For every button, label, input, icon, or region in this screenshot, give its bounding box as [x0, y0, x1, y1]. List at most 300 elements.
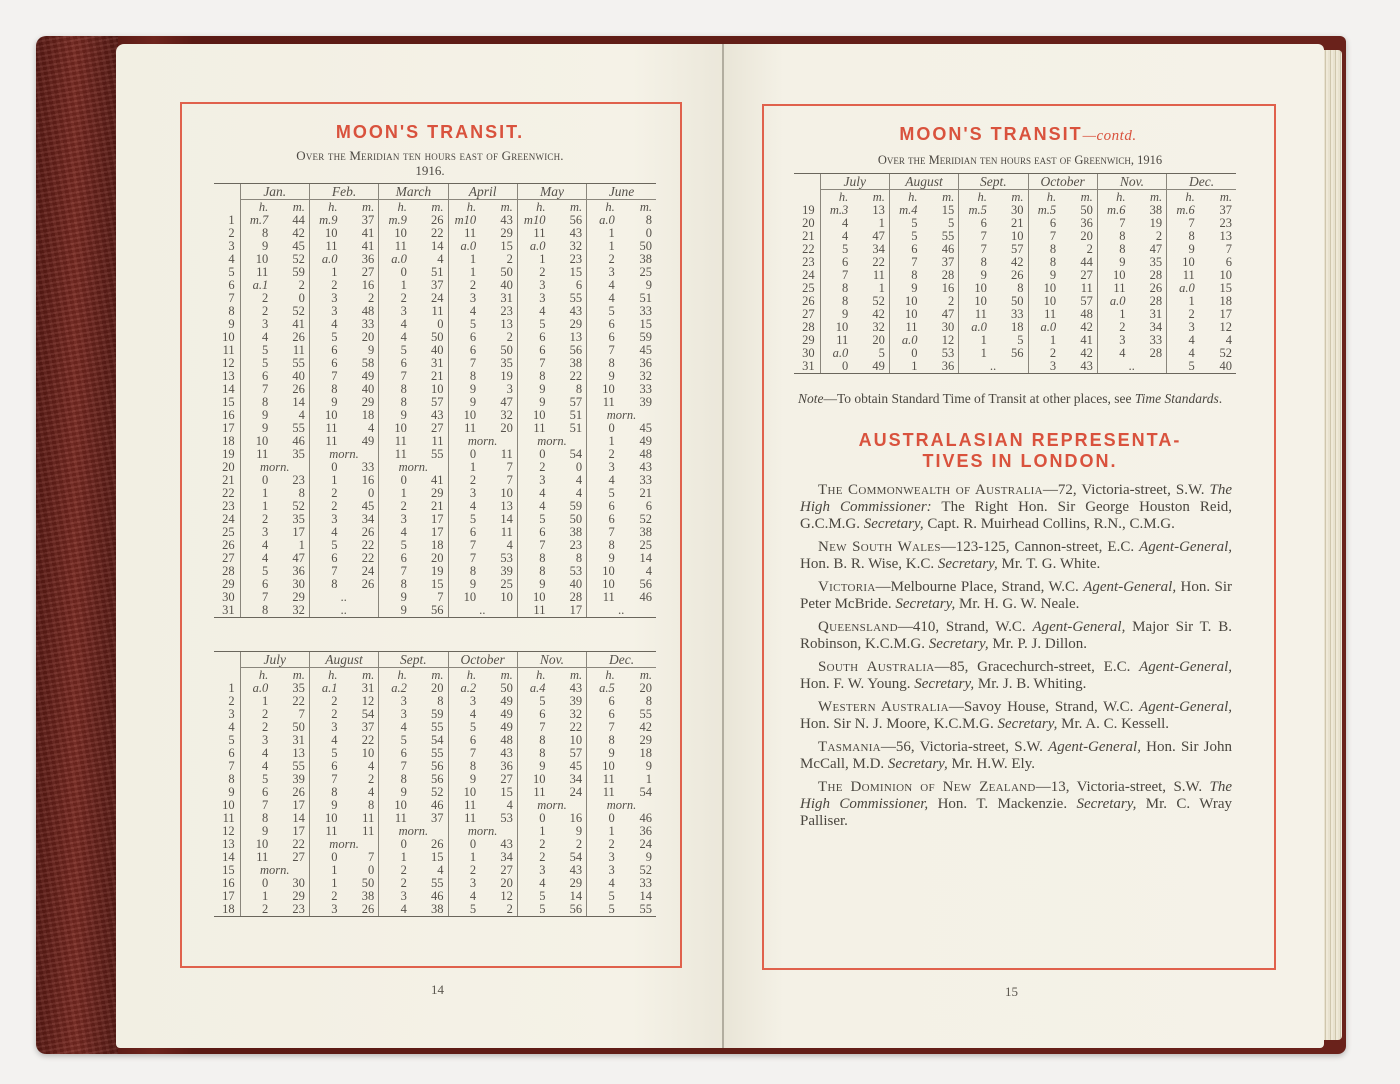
transit-hour: 3 — [379, 513, 413, 526]
transit-hour: 0 — [448, 838, 482, 851]
transit-minute: 22 — [361, 552, 375, 565]
transit-minute: 22 — [361, 734, 375, 747]
day-number: 15 — [222, 396, 235, 409]
transit-minute: 38 — [569, 357, 583, 370]
transit-hour: 4 — [587, 877, 621, 890]
table-row — [214, 903, 656, 917]
transit-minute: 20 — [500, 422, 513, 435]
transit-minute: 48 — [1080, 308, 1093, 321]
transit-minute: 4 — [1225, 334, 1232, 347]
transit-hour: 0 — [240, 474, 274, 487]
office-address: —72, Victoria-street, S.W. — [1042, 482, 1210, 498]
transit-minute: 52 — [292, 500, 305, 513]
month-header: Sept. — [959, 174, 1028, 190]
transit-hour: 9 — [1097, 256, 1131, 269]
transit-minute: 23 — [1219, 217, 1232, 230]
transit-hour: 5 — [587, 305, 621, 318]
month-header: March — [379, 184, 448, 200]
day-number: 31 — [794, 360, 820, 374]
transit-minute: 58 — [361, 357, 375, 370]
transit-minute: 0 — [367, 864, 375, 877]
transit-hour: 2 — [448, 474, 482, 487]
official-name: Hon. Sir N. J. Moore, K.C.M.G. — [800, 716, 998, 732]
transit-minute: 43 — [431, 409, 444, 422]
minutes-label: m. — [639, 668, 652, 682]
table-row — [794, 360, 1236, 374]
moon-transit-table-jul-dec-part1 — [214, 651, 656, 917]
table-row — [214, 591, 656, 604]
transit-minute: 50 — [500, 266, 513, 279]
day-number: 14 — [222, 851, 235, 864]
transit-minute: 13 — [292, 747, 305, 760]
transit-hour: 11 — [517, 422, 551, 435]
office-address: —Savoy House, Strand, W.C. — [948, 699, 1140, 715]
transit-minute: 8 — [437, 695, 444, 708]
transit-minute: 43 — [500, 747, 513, 760]
transit-minute: 32 — [500, 409, 513, 422]
transit-minute: 29 — [500, 227, 513, 240]
transit-hour: 1 — [309, 877, 343, 890]
transit-hour: 10 — [587, 578, 621, 591]
transit-minute: 11 — [362, 812, 375, 825]
transit-hour: 8 — [587, 539, 621, 552]
transit-minute: 51 — [431, 266, 444, 279]
transit-minute: 56 — [551, 903, 586, 917]
note-reference: Time Standards — [1134, 391, 1219, 406]
table-row — [794, 295, 1236, 308]
hours-label: h. — [1097, 190, 1131, 205]
transit-minute: 19 — [431, 565, 444, 578]
transit-hour: 3 — [517, 279, 551, 292]
month-header: July — [820, 174, 889, 190]
transit-hour: 11 — [587, 591, 621, 604]
transit-minute: 31 — [1149, 308, 1163, 321]
transit-minute: 19 — [500, 370, 513, 383]
transit-hour: 1 — [448, 266, 482, 279]
transit-minute: 40 — [292, 370, 305, 383]
transit-minute: 26 — [292, 786, 305, 799]
transit-minute: 14 — [292, 812, 305, 825]
transit-minute: 15 — [639, 318, 652, 331]
transit-minute: 26 — [431, 214, 444, 227]
table-row — [214, 760, 656, 773]
transit-minute: 14 — [569, 890, 583, 903]
transit-minute: 23 — [274, 903, 309, 917]
transit-hour: 8 — [309, 578, 343, 591]
transit-hour: 11 — [379, 240, 413, 253]
transit-hour: 6 — [309, 552, 343, 565]
transit-hour: 4 — [587, 279, 621, 292]
transit-hour: 6 — [240, 578, 274, 591]
transit-hour: 8 — [379, 396, 413, 409]
table-row — [214, 812, 656, 825]
transit-hour: 3 — [1167, 321, 1201, 334]
transit-hour: 9 — [587, 747, 621, 760]
transit-hour: 9 — [309, 396, 343, 409]
transit-minute: 45 — [639, 344, 652, 357]
transit-hour: 8 — [240, 227, 274, 240]
transit-minute: 19 — [1149, 217, 1163, 230]
transit-minute: 4 — [506, 799, 513, 812]
table-row — [214, 422, 656, 435]
transit-minute: 9 — [645, 851, 652, 864]
transit-hour: m.5 — [1028, 204, 1062, 217]
transit-hour: a.5 — [587, 682, 621, 695]
transit-hour: 11 — [448, 799, 482, 812]
table-row — [214, 474, 656, 487]
transit-minute: 22 — [569, 370, 583, 383]
transit-minute: 10 — [1219, 269, 1232, 282]
transit-hour: 4 — [448, 890, 482, 903]
transit-minute: 38 — [1149, 204, 1163, 217]
office-address: —Melbourne Place, Strand, W.C. — [875, 579, 1084, 595]
transit-hour: 2 — [587, 838, 621, 851]
transit-minute: 15 — [569, 266, 583, 279]
transit-hour: 7 — [309, 565, 343, 578]
transit-minute: 50 — [500, 344, 513, 357]
transit-minute: 53 — [500, 812, 513, 825]
transit-minute: 33 — [1149, 334, 1163, 347]
day-number: 11 — [222, 812, 235, 825]
day-number: 22 — [222, 487, 235, 500]
transit-hour: 5 — [587, 903, 621, 917]
transit-cell-text: morn. — [240, 864, 309, 877]
transit-hour: 0 — [379, 838, 413, 851]
day-number: 9 — [228, 318, 235, 331]
day-number: 4 — [228, 253, 235, 266]
transit-minute: 33 — [639, 474, 652, 487]
transit-minute: 6 — [1225, 256, 1232, 269]
transit-hour: 2 — [309, 708, 343, 721]
day-number: 25 — [802, 282, 815, 295]
transit-hour: 2 — [309, 279, 343, 292]
note-text: —To obtain Standard Time of Transit at other places, see — [823, 391, 1135, 406]
transit-hour: 4 — [309, 318, 343, 331]
transit-minute: 17 — [292, 799, 305, 812]
transit-minute: 29 — [569, 877, 583, 890]
transit-hour: a.2 — [379, 682, 413, 695]
transit-minute: 46 — [292, 435, 305, 448]
role-title: Agent-General, — [1032, 619, 1126, 635]
day-number: 20 — [802, 217, 815, 230]
transit-hour: 5 — [309, 331, 343, 344]
transit-minute: 31 — [431, 357, 444, 370]
transit-hour: 10 — [309, 409, 343, 422]
transit-hour: 11 — [309, 435, 343, 448]
transit-hour: 5 — [517, 890, 551, 903]
transit-hour: 11 — [309, 422, 343, 435]
transit-minute: 4 — [437, 864, 444, 877]
transit-hour: 6 — [448, 331, 482, 344]
transit-minute: 43 — [569, 305, 583, 318]
transit-minute: 17 — [1219, 308, 1232, 321]
transit-minute: 16 — [361, 279, 375, 292]
transit-minute: 27 — [500, 773, 513, 786]
official-name: Hon. Sir Peter McBride. — [800, 579, 1232, 612]
transit-hour: 5 — [240, 357, 274, 370]
transit-hour: 5 — [517, 513, 551, 526]
transit-hour: 9 — [448, 773, 482, 786]
transit-hour: 8 — [889, 269, 923, 282]
transit-hour: 10 — [240, 435, 274, 448]
transit-minute: 49 — [500, 695, 513, 708]
table-row — [214, 552, 656, 565]
minutes-label: m. — [639, 200, 652, 214]
transit-hour: 5 — [379, 344, 413, 357]
hours-label: h. — [379, 200, 413, 215]
transit-hour: m10 — [448, 214, 482, 227]
transit-minute: 31 — [500, 292, 513, 305]
transit-hour: 7 — [240, 383, 274, 396]
day-number: 16 — [222, 409, 235, 422]
minutes-label: m. — [1011, 190, 1024, 204]
transit-hour: 2 — [309, 695, 343, 708]
transit-minute: 35 — [292, 682, 305, 695]
transit-minute: 59 — [431, 708, 444, 721]
transit-minute: 13 — [569, 331, 583, 344]
transit-minute: 9 — [645, 760, 652, 773]
transit-hour: 9 — [240, 240, 274, 253]
transit-minute: 30 — [292, 578, 305, 591]
transit-minute: 29 — [292, 890, 305, 903]
transit-minute: 0 — [575, 461, 583, 474]
transit-hour: 6 — [309, 344, 343, 357]
transit-minute: 59 — [639, 331, 652, 344]
secretary-name: Mr. T. G. White. — [997, 556, 1101, 572]
transit-minute: 0 — [367, 487, 375, 500]
transit-minute: 21 — [639, 487, 652, 500]
transit-minute: 46 — [639, 591, 652, 604]
right-page-title — [762, 124, 1274, 146]
transit-hour: 2 — [379, 877, 413, 890]
book-gutter — [722, 44, 724, 1048]
transit-hour: 11 — [379, 448, 413, 461]
page-number-right: 15 — [1005, 984, 1018, 999]
transit-hour: 1 — [379, 487, 413, 500]
transit-minute: 14 — [639, 890, 652, 903]
hours-label: h. — [889, 190, 923, 205]
transit-hour: 9 — [448, 578, 482, 591]
transit-hour: 1 — [1097, 308, 1131, 321]
day-number: 1 — [228, 682, 235, 695]
transit-minute: 14 — [639, 552, 652, 565]
transit-hour: 6 — [517, 708, 551, 721]
transit-minute: 49 — [361, 435, 375, 448]
month-header: August — [309, 652, 378, 668]
transit-minute: 10 — [569, 734, 583, 747]
transit-minute: 37 — [361, 721, 375, 734]
transit-hour: 11 — [448, 422, 482, 435]
transit-minute: 52 — [431, 786, 444, 799]
transit-hour: 7 — [587, 344, 621, 357]
transit-hour: 5 — [587, 890, 621, 903]
transit-minute: 11 — [500, 526, 513, 539]
transit-hour: 5 — [309, 747, 343, 760]
transit-hour: 4 — [240, 747, 274, 760]
transit-minute: 4 — [298, 409, 305, 422]
transit-minute: 10 — [1011, 230, 1024, 243]
transit-hour: 11 — [1167, 269, 1201, 282]
secretary-title: Secretary, — [928, 636, 989, 652]
table-row — [214, 864, 656, 877]
transit-minute: 24 — [361, 565, 375, 578]
transit-minute: 1 — [878, 282, 885, 295]
transit-hour: 1 — [448, 851, 482, 864]
table-row — [214, 227, 656, 240]
transit-hour: 2 — [1097, 321, 1131, 334]
day-number: 17 — [222, 422, 235, 435]
transit-hour: 4 — [517, 877, 551, 890]
transit-hour: 11 — [587, 773, 621, 786]
transit-minute: 12 — [500, 890, 513, 903]
transit-hour: m.4 — [889, 204, 923, 217]
transit-hour: a.0 — [1097, 295, 1131, 308]
transit-minute: 26 — [1011, 269, 1024, 282]
day-number: 31 — [214, 604, 240, 618]
month-header: October — [1028, 174, 1097, 190]
transit-minute: 47 — [941, 308, 955, 321]
transit-minute: 48 — [361, 305, 375, 318]
transit-minute: 9 — [645, 279, 652, 292]
transit-minute: 27 — [431, 422, 444, 435]
transit-minute: 2 — [1086, 243, 1093, 256]
transit-minute: 42 — [639, 721, 652, 734]
transit-hour: 5 — [240, 565, 274, 578]
transit-hour: a.0 — [889, 334, 923, 347]
transit-cell-text: morn. — [587, 799, 656, 812]
transit-minute: 55 — [621, 903, 656, 917]
transit-minute: 40 — [361, 383, 375, 396]
transit-minute: 34 — [569, 773, 583, 786]
transit-minute: 42 — [1011, 256, 1024, 269]
minutes-label: m. — [292, 668, 305, 682]
day-number: 22 — [802, 243, 815, 256]
transit-hour: 6 — [587, 695, 621, 708]
moon-transit-table-jul-dec-part2 — [794, 173, 1236, 374]
transit-minute: 17 — [292, 825, 305, 838]
transit-hour: 3 — [1097, 334, 1131, 347]
transit-cell-text: morn. — [448, 825, 517, 838]
transit-hour: 5 — [240, 773, 274, 786]
transit-minute: 8 — [367, 799, 375, 812]
transit-minute: 36 — [292, 565, 305, 578]
transit-minute: 49 — [639, 435, 652, 448]
transit-minute: 35 — [292, 513, 305, 526]
minutes-label: m. — [431, 200, 444, 214]
day-number: 27 — [222, 552, 235, 565]
transit-minute: 54 — [569, 448, 583, 461]
table-row — [214, 344, 656, 357]
table-row — [214, 877, 656, 890]
transit-minute: 29 — [569, 318, 583, 331]
transit-minute: 50 — [292, 721, 305, 734]
state-name: The Commonwealth of Australia — [818, 482, 1043, 498]
transit-hour: 7 — [309, 773, 343, 786]
transit-minute: 36 — [361, 253, 375, 266]
transit-minute: 52 — [1219, 347, 1232, 360]
table-row — [214, 786, 656, 799]
table-row — [794, 269, 1236, 282]
transit-hour: 1 — [240, 500, 274, 513]
transit-minute: 31 — [361, 682, 375, 695]
hours-label: h. — [1028, 190, 1062, 205]
transit-minute: 53 — [500, 552, 513, 565]
transit-minute: 7 — [298, 708, 305, 721]
transit-minute: 50 — [431, 331, 444, 344]
transit-hour: 3 — [379, 305, 413, 318]
transit-minute: 38 — [569, 526, 583, 539]
transit-minute: 11 — [500, 448, 513, 461]
transit-minute: 43 — [639, 461, 652, 474]
transit-minute: 0 — [645, 227, 652, 240]
month-header: April — [448, 184, 517, 200]
transit-hour: 8 — [820, 295, 854, 308]
transit-minute: 34 — [361, 513, 375, 526]
transit-hour: 6 — [587, 318, 621, 331]
transit-hour: 2 — [517, 266, 551, 279]
day-number: 20 — [222, 461, 235, 474]
state-name: New South Wales — [818, 539, 941, 555]
transit-minute: 15 — [941, 204, 955, 217]
transit-minute: 11 — [1080, 282, 1093, 295]
minutes-label: m. — [1080, 190, 1093, 204]
transit-minute: 28 — [1149, 347, 1163, 360]
day-number: 21 — [222, 474, 235, 487]
transit-hour: 6 — [1028, 217, 1062, 230]
transit-minute: 43 — [569, 682, 583, 695]
transit-minute: 22 — [872, 256, 885, 269]
table-row — [214, 240, 656, 253]
transit-cell-text: .. — [448, 604, 517, 618]
transit-minute: 7 — [506, 474, 513, 487]
table-row — [214, 435, 656, 448]
table-row — [214, 214, 656, 227]
table-row — [214, 708, 656, 721]
transit-minute: 50 — [361, 877, 375, 890]
transit-minute: 43 — [569, 864, 583, 877]
transit-cell-text: .. — [309, 604, 378, 618]
transit-minute: 41 — [292, 318, 305, 331]
transit-minute: 5 — [878, 347, 885, 360]
transit-hour: 10 — [240, 253, 274, 266]
transit-hour: 9 — [517, 383, 551, 396]
transit-hour: 3 — [448, 877, 482, 890]
transit-minute: 51 — [639, 292, 652, 305]
transit-hour: 1 — [517, 825, 551, 838]
transit-minute: 20 — [361, 331, 375, 344]
transit-minute: 43 — [569, 227, 583, 240]
transit-minute: 15 — [431, 851, 444, 864]
transit-hour: 8 — [379, 578, 413, 591]
day-number: 8 — [228, 305, 235, 318]
transit-hour: 4 — [1167, 334, 1201, 347]
table-row — [214, 318, 656, 331]
transit-minute: 27 — [361, 266, 375, 279]
transit-minute: 14 — [500, 513, 513, 526]
role-title: Agent-General, — [1048, 739, 1141, 755]
transit-hour: 10 — [820, 321, 854, 334]
representatives-heading-line2: TIVES IN LONDON. — [922, 451, 1118, 471]
transit-minute: 18 — [639, 747, 652, 760]
transit-hour: m.9 — [379, 214, 413, 227]
transit-minute: 4 — [645, 565, 652, 578]
official-name: Hon. F. W. Young. — [800, 676, 915, 692]
transit-minute: 9 — [367, 344, 375, 357]
transit-minute: 0 — [298, 292, 305, 305]
transit-minute: 47 — [292, 552, 305, 565]
transit-minute: 18 — [1011, 321, 1024, 334]
transit-minute: 43 — [1062, 360, 1097, 374]
